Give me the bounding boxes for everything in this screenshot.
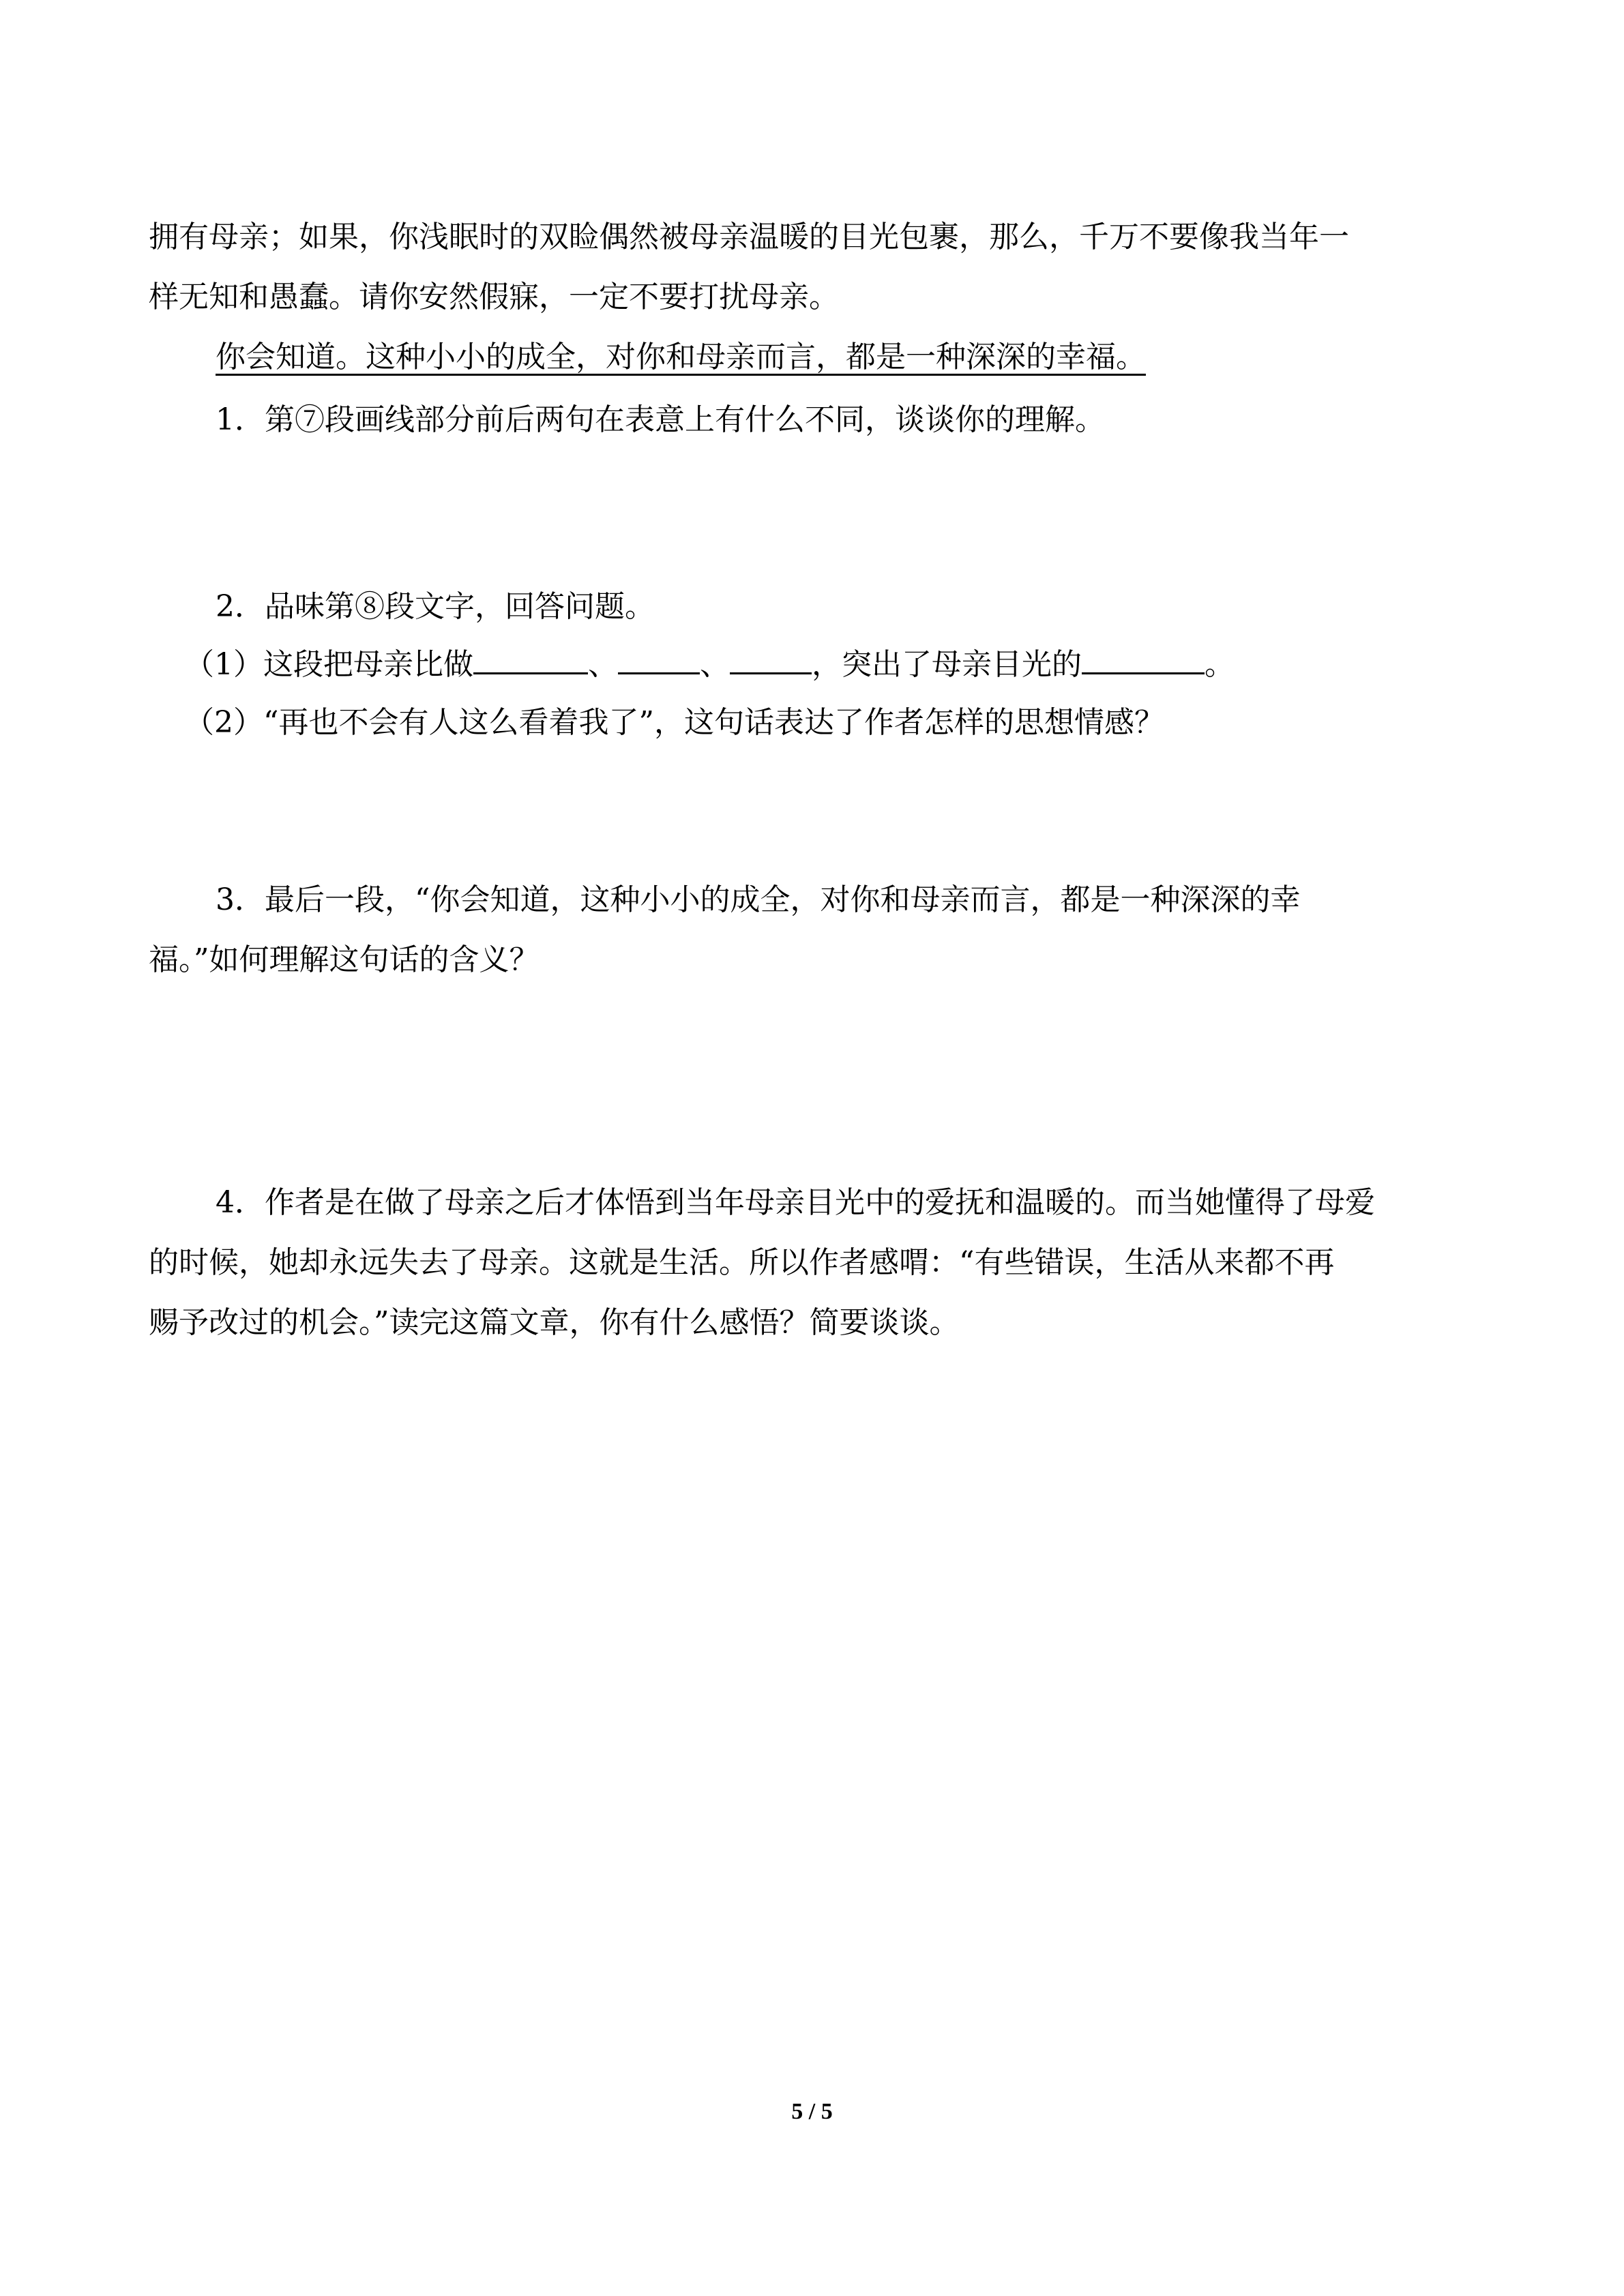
passage-line: 样无知和愚蠢。请你安然假寐，一定不要打扰母亲。 bbox=[149, 280, 839, 314]
answer-blank[interactable] bbox=[1082, 642, 1205, 674]
question-3-continued: 福。”如何理解这句话的含义？ bbox=[149, 942, 540, 977]
answer-blank[interactable] bbox=[730, 642, 812, 674]
page-number: 5 / 5 bbox=[791, 2099, 833, 2124]
question-4-continued: 赐予改过的机会。”读完这篇文章，你有什么感悟？简要谈谈。 bbox=[149, 1305, 960, 1340]
question-2-2: （2）“再也不会有人这么看着我了”，这句话表达了作者怎样的思想情感？ bbox=[184, 705, 1164, 740]
answer-blank[interactable] bbox=[618, 642, 700, 674]
question-1: 1．第⑦段画线部分前后两句在表意上有什么不同，谈谈你的理解。 bbox=[216, 402, 1105, 437]
question-4-continued: 的时候，她却永远失去了母亲。这就是生活。所以作者感喟：“有些错误，生活从来都不再 bbox=[149, 1245, 1335, 1280]
separator: 、 bbox=[588, 647, 618, 682]
period: 。 bbox=[1205, 647, 1235, 682]
question-2-1-text: ，突出了母亲目光的 bbox=[812, 647, 1082, 682]
question-2-1 bbox=[184, 642, 1235, 685]
question-2-1-text: （1）这段把母亲比做 bbox=[184, 647, 473, 682]
passage-line: 拥有母亲；如果，你浅眠时的双睑偶然被母亲温暖的目光包裹，那么，千万不要像我当年一 bbox=[149, 220, 1349, 254]
question-3: 3．最后一段，“你会知道，这种小小的成全，对你和母亲而言，都是一种深深的幸 bbox=[216, 882, 1301, 917]
underlined-passage-line: 你会知道。这种小小的成全，对你和母亲而言，都是一种深深的幸福。 bbox=[216, 340, 1146, 374]
separator: 、 bbox=[700, 647, 730, 682]
question-2: 2．品味第⑧段文字，回答问题。 bbox=[216, 589, 655, 624]
question-4: 4．作者是在做了母亲之后才体悟到当年母亲目光中的爱抚和温暖的。而当她懂得了母爱 bbox=[216, 1185, 1375, 1220]
answer-blank[interactable] bbox=[473, 642, 588, 674]
